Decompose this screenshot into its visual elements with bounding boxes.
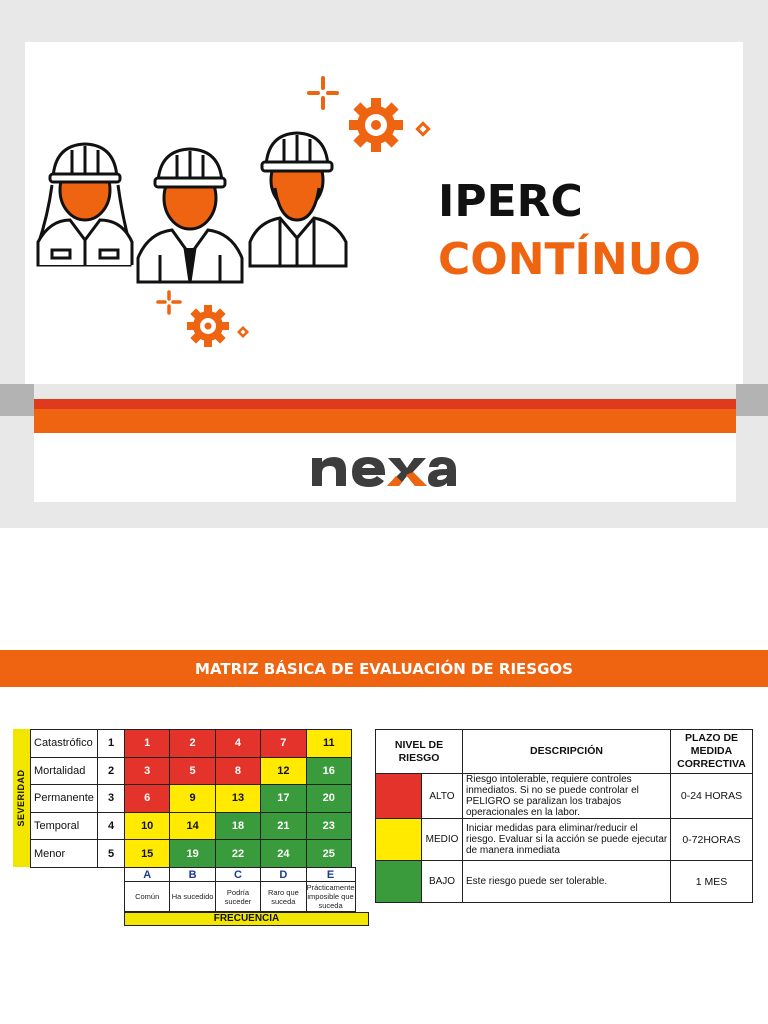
severity-label: SEVERIDAD bbox=[16, 769, 26, 827]
stripe-red bbox=[34, 399, 736, 409]
severity-row-number: 5 bbox=[98, 840, 125, 868]
legend-description: Riesgo intolerable, requiere controles inmediatos. Si no se puede controlar el PELIGRO se paralizan los trabajos operacionales en la labor. bbox=[463, 774, 671, 819]
frequency-description: Ha sucedido bbox=[170, 882, 215, 912]
frequency-letter: D bbox=[261, 868, 306, 882]
frequency-letter: B bbox=[170, 868, 215, 882]
matrix-cell: 21 bbox=[261, 812, 306, 840]
matrix-cell: 10 bbox=[125, 812, 170, 840]
frequency-description: Raro que suceda bbox=[261, 882, 306, 912]
gear-icon bbox=[187, 305, 229, 347]
cover-title-line1: IPERC bbox=[438, 176, 583, 227]
legend-header-term: PLAZO DE MEDIDA CORRECTIVA bbox=[671, 730, 753, 774]
bearded-worker-icon bbox=[250, 133, 346, 266]
matrix-cell: 2 bbox=[170, 730, 215, 758]
severity-row-label: Menor bbox=[31, 840, 98, 868]
stripe-gray-left bbox=[0, 384, 34, 416]
matrix-cell: 6 bbox=[125, 785, 170, 813]
legend-description: Este riesgo puede ser tolerable. bbox=[463, 861, 671, 903]
frequency-letter: E bbox=[306, 868, 355, 882]
legend-row-alto bbox=[376, 774, 753, 819]
legend-header-description: DESCRIPCIÓN bbox=[463, 730, 671, 774]
matrix-row bbox=[31, 785, 352, 813]
frequency-letter: A bbox=[125, 868, 170, 882]
sparkle-icon bbox=[417, 123, 428, 134]
stripe-orange bbox=[34, 409, 736, 433]
female-worker-icon bbox=[38, 144, 132, 265]
legend-row-bajo bbox=[376, 861, 753, 903]
sparkle-icon bbox=[309, 78, 337, 108]
matrix-cell: 11 bbox=[306, 730, 351, 758]
legend-header-level: NIVEL DE RIESGO bbox=[376, 730, 463, 774]
legend-level: ALTO bbox=[422, 774, 463, 819]
gear-icon bbox=[349, 98, 403, 152]
matrix-cell: 15 bbox=[125, 840, 170, 868]
matrix-cell: 4 bbox=[215, 730, 260, 758]
matrix-cell: 3 bbox=[125, 757, 170, 785]
stripe-gray-right bbox=[736, 384, 768, 416]
cover-title-line2: CONTÍNUO bbox=[438, 234, 701, 285]
risk-legend-table bbox=[375, 729, 753, 903]
frequency-table bbox=[124, 867, 356, 912]
frequency-description: Prácticamente imposible que suceda bbox=[306, 883, 355, 910]
nexa-logo bbox=[308, 442, 460, 494]
matrix-cell: 5 bbox=[170, 757, 215, 785]
legend-term: 1 MES bbox=[671, 861, 753, 903]
severity-row-number: 1 bbox=[98, 730, 125, 758]
severity-row-label: Permanente bbox=[31, 785, 98, 813]
severity-row-number: 2 bbox=[98, 757, 125, 785]
matrix-row bbox=[31, 812, 352, 840]
matrix-cell: 16 bbox=[306, 757, 351, 785]
legend-term: 0-24 HORAS bbox=[671, 774, 753, 819]
matrix-cell: 22 bbox=[215, 840, 260, 868]
frequency-label: FRECUENCIA bbox=[124, 912, 369, 926]
male-worker-icon bbox=[138, 149, 242, 282]
frequency-letter: C bbox=[215, 868, 260, 882]
workers-illustration bbox=[30, 70, 440, 360]
severity-row-label: Mortalidad bbox=[31, 757, 98, 785]
matrix-cell: 23 bbox=[306, 812, 351, 840]
legend-swatch-red bbox=[376, 774, 422, 819]
matrix-cell: 12 bbox=[261, 757, 306, 785]
legend-level: MEDIO bbox=[422, 819, 463, 861]
matrix-row bbox=[31, 730, 352, 758]
matrix-cell: 14 bbox=[170, 812, 215, 840]
matrix-row bbox=[31, 757, 352, 785]
matrix-cell: 18 bbox=[215, 812, 260, 840]
severity-row-number: 4 bbox=[98, 812, 125, 840]
sparkle-icon bbox=[158, 292, 180, 313]
matrix-cell: 13 bbox=[215, 785, 260, 813]
legend-level: BAJO bbox=[422, 861, 463, 903]
frequency-description: Común bbox=[125, 882, 170, 912]
legend-term: 0-72HORAS bbox=[671, 819, 753, 861]
matrix-row bbox=[31, 840, 352, 868]
severity-row-label: Catastrófico bbox=[31, 730, 98, 758]
matrix-cell: 8 bbox=[215, 757, 260, 785]
legend-swatch-green bbox=[376, 861, 422, 903]
matrix-cell: 24 bbox=[261, 840, 306, 868]
matrix-cell: 25 bbox=[306, 840, 351, 868]
matrix-cell: 20 bbox=[306, 785, 351, 813]
matrix-title: MATRIZ BÁSICA DE EVALUACIÓN DE RIESGOS bbox=[195, 660, 573, 678]
legend-description: Iniciar medidas para eliminar/reducir el riesgo. Evaluar si la acción se puede ejecutar de manera inmediata bbox=[463, 819, 671, 861]
matrix-cell: 19 bbox=[170, 840, 215, 868]
severity-row-label: Temporal bbox=[31, 812, 98, 840]
sparkle-icon bbox=[239, 328, 247, 336]
legend-row-medio bbox=[376, 819, 753, 861]
risk-matrix bbox=[30, 729, 352, 868]
severity-row-number: 3 bbox=[98, 785, 125, 813]
frequency-description: Podría suceder bbox=[215, 882, 260, 912]
matrix-cell: 9 bbox=[170, 785, 215, 813]
matrix-cell: 17 bbox=[261, 785, 306, 813]
matrix-cell: 7 bbox=[261, 730, 306, 758]
matrix-cell: 1 bbox=[125, 730, 170, 758]
legend-swatch-yellow bbox=[376, 819, 422, 861]
